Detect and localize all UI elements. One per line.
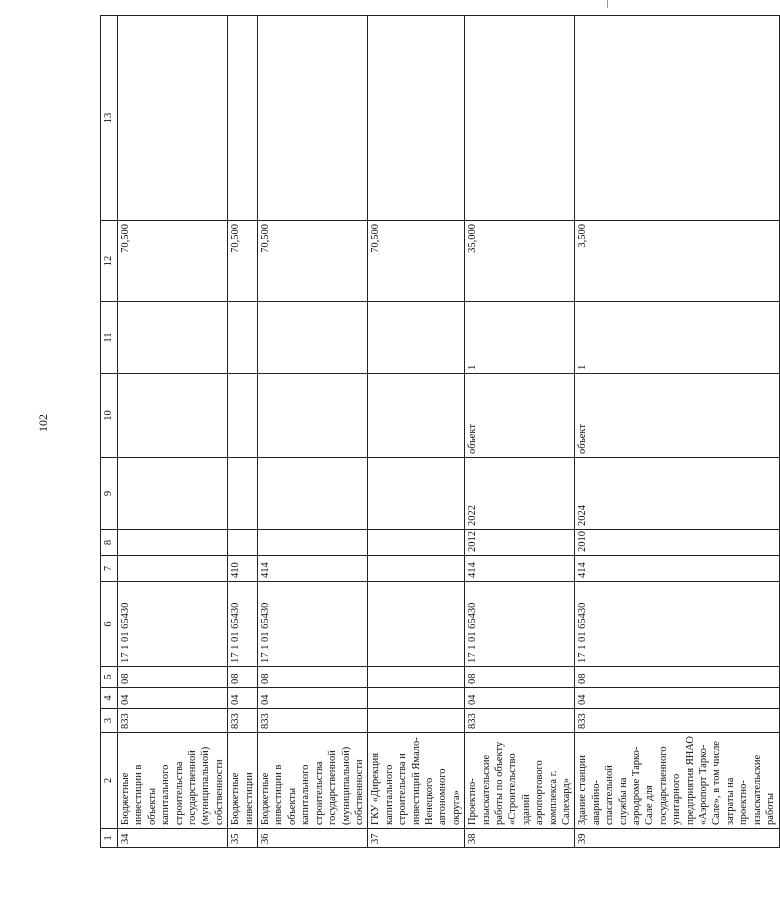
table-cell-col3: 833 xyxy=(228,709,258,733)
table-cell-col1: 35 xyxy=(228,829,258,848)
table-row xyxy=(258,16,368,848)
table-cell-col9 xyxy=(258,458,368,530)
table-cell-col2: Проектно-изыскательские работы по объекту «Строительство зданий аэропортового комплекса г. Салехард» xyxy=(465,733,575,829)
table-cell-col9 xyxy=(368,458,465,530)
table-cell-col13 xyxy=(465,16,575,221)
table-cell-col1: 37 xyxy=(368,829,465,848)
header-cell: 6 xyxy=(101,582,118,667)
table-cell-col13 xyxy=(228,16,258,221)
table-cell-col3: 833 xyxy=(575,709,779,733)
table-row xyxy=(368,16,465,848)
table-cell-col13 xyxy=(118,16,228,221)
table-cell-col6: 17 1 01 65430 xyxy=(465,582,575,667)
table-cell-col10: объект xyxy=(465,374,575,458)
table-cell-col12: 70,500 xyxy=(118,221,228,302)
table-cell-col10 xyxy=(258,374,368,458)
table-cell-col11 xyxy=(368,302,465,374)
table-cell-col13 xyxy=(368,16,465,221)
table-cell-col3 xyxy=(368,709,465,733)
table-cell-col3: 833 xyxy=(118,709,228,733)
table-cell-col8 xyxy=(368,530,465,556)
table-cell-col9: 2022 xyxy=(465,458,575,530)
table-cell-col8: 2010 xyxy=(575,530,779,556)
table-cell-col2: Здание станции аварийно-спасательной службы на аэродроме Тарко-Сале для государственного унитарного предприятия ЯНАО «Аэропорт Тарко-Сале», в том числе затраты на проектно-изыскательские работы xyxy=(575,733,779,829)
header-cell: 8 xyxy=(101,530,118,556)
table-cell-col11: 1 xyxy=(465,302,575,374)
table-cell-col7 xyxy=(368,556,465,582)
table-cell-col2: ГКУ «Дирекция капитального строительства и инвестиций Ямало-Ненецкого автономного округа» xyxy=(368,733,465,829)
table-cell-col4: 04 xyxy=(228,688,258,709)
table-cell-col12: 70,500 xyxy=(368,221,465,302)
table-cell-col9 xyxy=(118,458,228,530)
table-cell-col1: 34 xyxy=(118,829,228,848)
table-cell-col5: 08 xyxy=(118,667,228,688)
header-cell: 7 xyxy=(101,556,118,582)
table-cell-col3: 833 xyxy=(258,709,368,733)
table-cell-col1: 38 xyxy=(465,829,575,848)
table-body xyxy=(101,16,780,848)
table-cell-col4: 04 xyxy=(575,688,779,709)
table-cell-col12: 70,500 xyxy=(258,221,368,302)
investment-table xyxy=(100,15,780,848)
table-cell-col13 xyxy=(575,16,779,221)
table-row xyxy=(575,16,779,848)
table-row xyxy=(118,16,228,848)
table-cell-col11: 1 xyxy=(575,302,779,374)
header-cell: 10 xyxy=(101,374,118,458)
scan-edge-mark xyxy=(607,0,640,8)
table-cell-col10 xyxy=(228,374,258,458)
table-cell-col5: 08 xyxy=(465,667,575,688)
table-cell-col11 xyxy=(228,302,258,374)
table-cell-col6: 17 1 01 65430 xyxy=(118,582,228,667)
table-cell-col7: 414 xyxy=(258,556,368,582)
table-cell-col11 xyxy=(258,302,368,374)
table-cell-col11 xyxy=(118,302,228,374)
table-cell-col2: Бюджетные инвестиции в объекты капитального строительства государственной (муниципальной) собственности xyxy=(118,733,228,829)
table-cell-col8 xyxy=(258,530,368,556)
table-cell-col4 xyxy=(368,688,465,709)
table-cell-col4: 04 xyxy=(258,688,368,709)
table-row xyxy=(465,16,575,848)
table-cell-col10 xyxy=(368,374,465,458)
header-cell: 1 xyxy=(101,829,118,848)
header-cell: 5 xyxy=(101,667,118,688)
page-number: 102 xyxy=(36,414,50,432)
table-row xyxy=(228,16,258,848)
header-cell: 11 xyxy=(101,302,118,374)
header-cell: 9 xyxy=(101,458,118,530)
table-cell-col7: 414 xyxy=(575,556,779,582)
table-cell-col1: 36 xyxy=(258,829,368,848)
table-cell-col5 xyxy=(368,667,465,688)
header-row xyxy=(101,16,118,848)
table-cell-col2: Бюджетные инвестиции в объекты капитального строительства государственной (муниципальной) собственности xyxy=(258,733,368,829)
table-cell-col4: 04 xyxy=(118,688,228,709)
table-cell-col6: 17 1 01 65430 xyxy=(575,582,779,667)
table-cell-col7: 414 xyxy=(465,556,575,582)
table-cell-col1: 39 xyxy=(575,829,779,848)
table-cell-col7 xyxy=(118,556,228,582)
table-cell-col3: 833 xyxy=(465,709,575,733)
table-cell-col5: 08 xyxy=(228,667,258,688)
table-cell-col12: 70,500 xyxy=(228,221,258,302)
table-cell-col5: 08 xyxy=(575,667,779,688)
rotated-table-wrapper xyxy=(100,16,777,848)
table-cell-col7: 410 xyxy=(228,556,258,582)
header-cell: 12 xyxy=(101,221,118,302)
header-cell: 13 xyxy=(101,16,118,221)
table-cell-col6: 17 1 01 65430 xyxy=(258,582,368,667)
table-cell-col13 xyxy=(258,16,368,221)
table-cell-col5: 08 xyxy=(258,667,368,688)
table-cell-col9: 2024 xyxy=(575,458,779,530)
table-cell-col8 xyxy=(228,530,258,556)
table-cell-col2: Бюджетные инвестиции xyxy=(228,733,258,829)
table-cell-col4: 04 xyxy=(465,688,575,709)
header-cell: 3 xyxy=(101,709,118,733)
table-cell-col6 xyxy=(368,582,465,667)
table-cell-col8 xyxy=(118,530,228,556)
table-cell-col12: 35,000 xyxy=(465,221,575,302)
table-cell-col12: 3,500 xyxy=(575,221,779,302)
table-cell-col6: 17 1 01 65430 xyxy=(228,582,258,667)
table-cell-col8: 2012 xyxy=(465,530,575,556)
table-cell-col10: объект xyxy=(575,374,779,458)
table-cell-col9 xyxy=(228,458,258,530)
table-cell-col10 xyxy=(118,374,228,458)
header-cell: 2 xyxy=(101,733,118,829)
header-cell: 4 xyxy=(101,688,118,709)
